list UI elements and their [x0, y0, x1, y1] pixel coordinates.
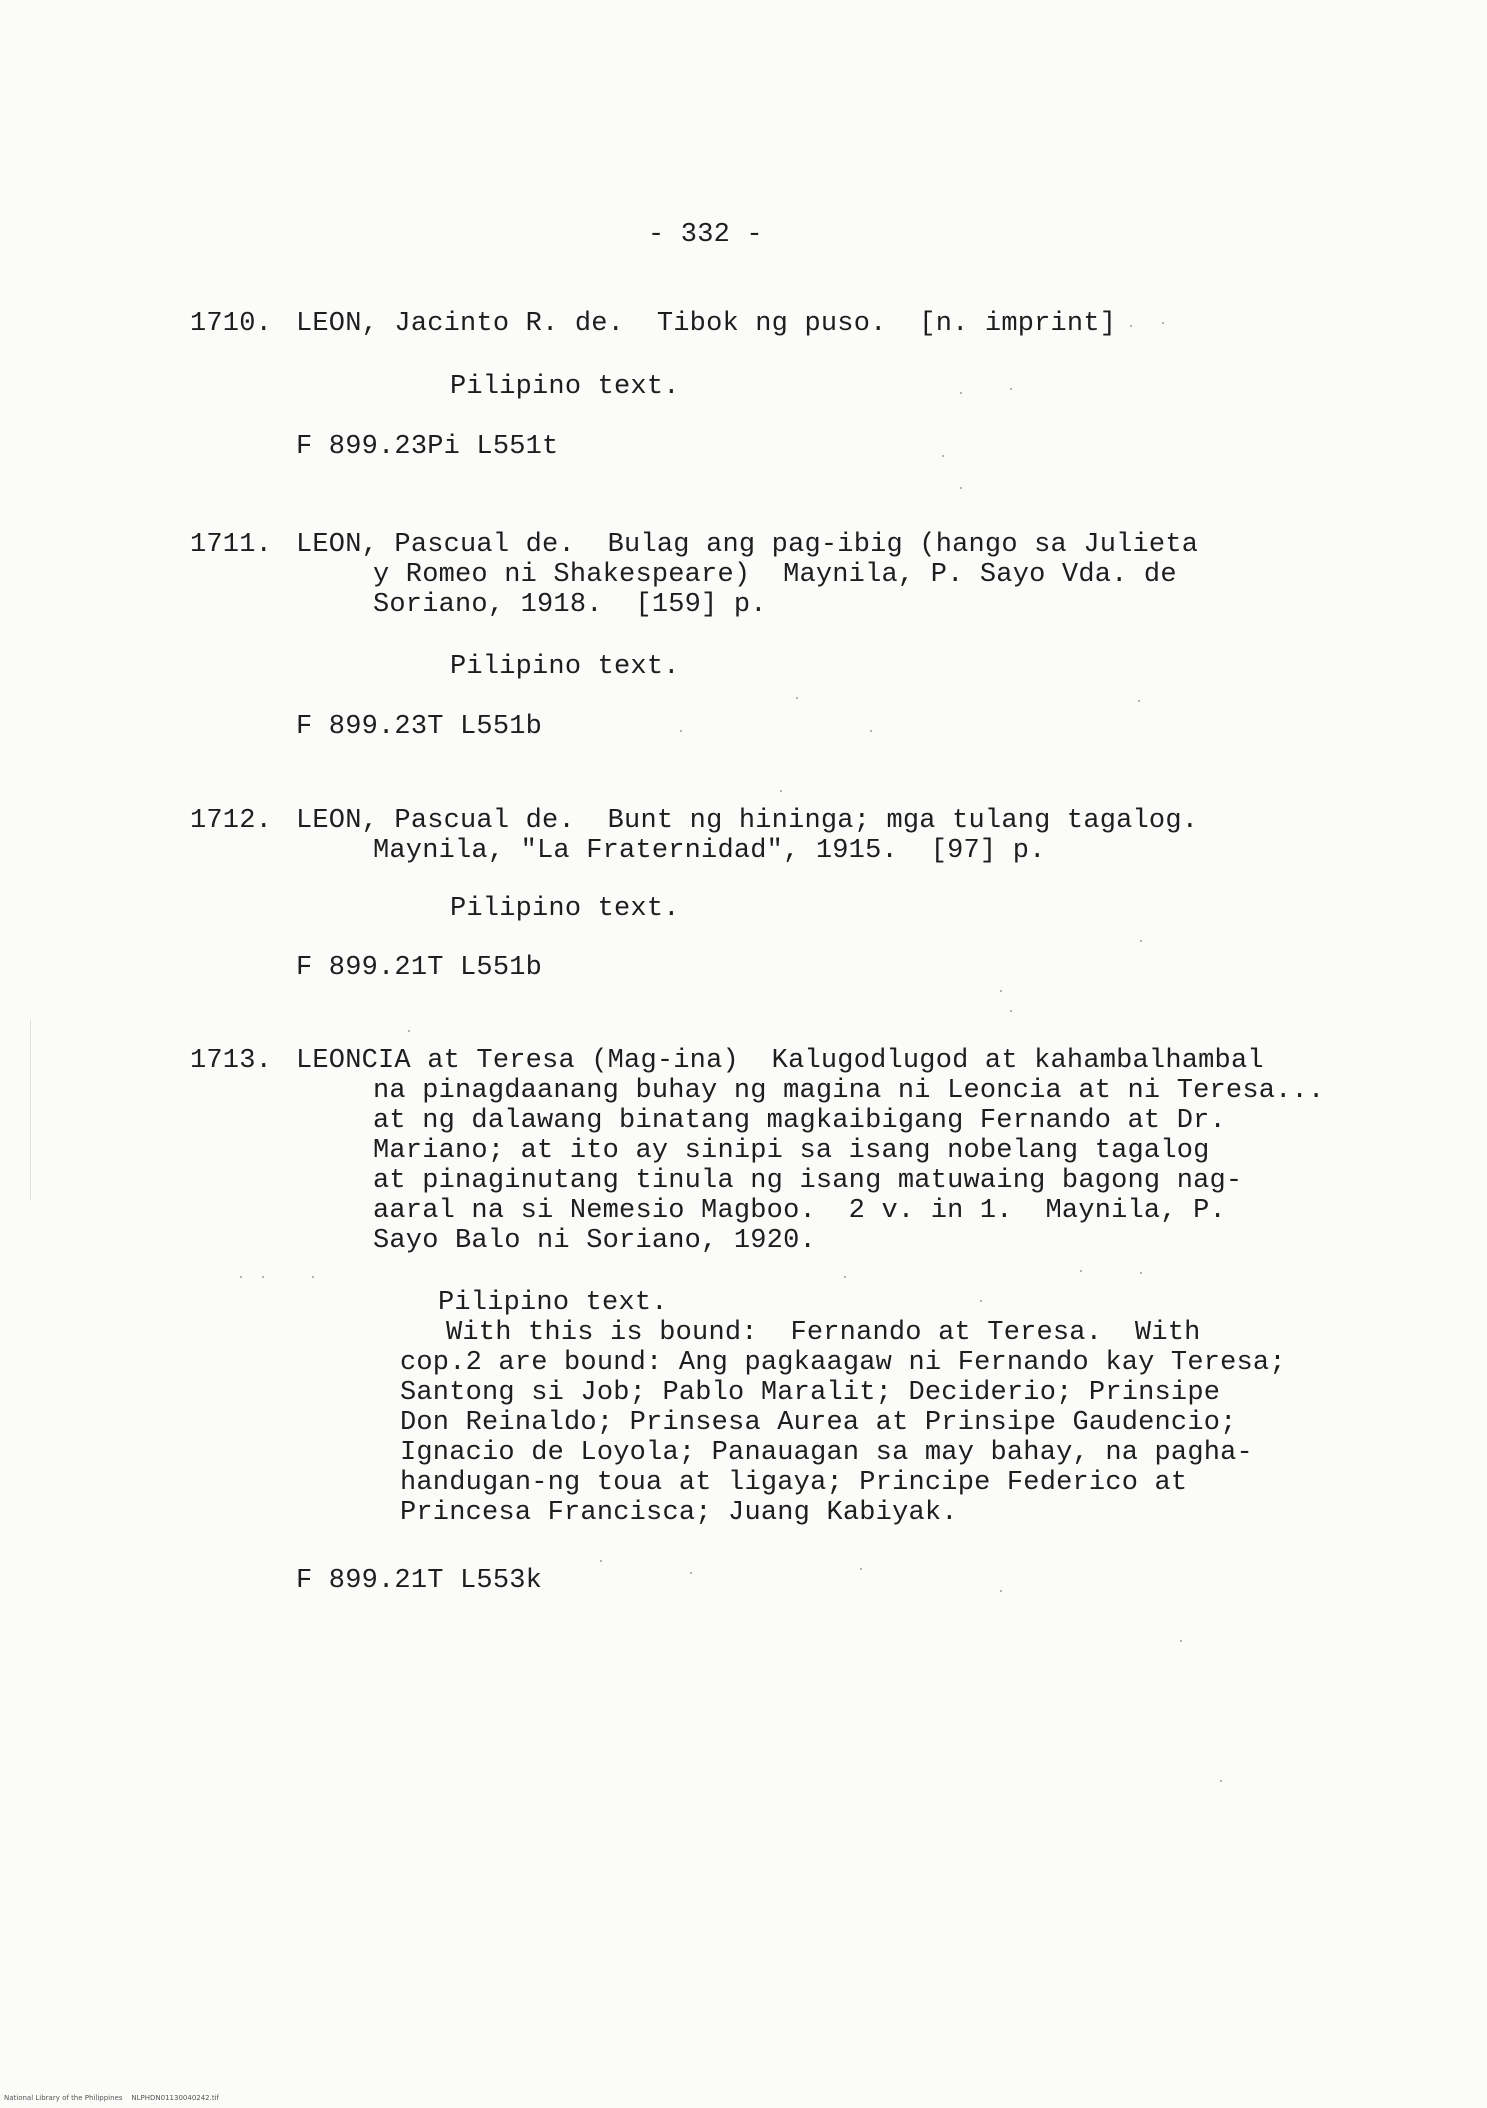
entry-number: 1711.	[190, 530, 273, 560]
scan-speck	[1000, 1590, 1002, 1592]
entry-line: y Romeo ni Shakespeare) Maynila, P. Sayo Vda. de	[373, 560, 1177, 590]
entry-note: cop.2 are bound: Ang pagkaagaw ni Fernando kay Teresa;	[400, 1348, 1286, 1378]
scan-speck	[690, 1572, 692, 1574]
entry-line: at ng dalawang binatang magkaibigang Fernando at Dr.	[373, 1106, 1226, 1136]
scan-speck	[600, 1560, 602, 1562]
entry-heading: LEONCIA at Teresa (Mag-ina) Kalugodlugod at kahambalhambal	[296, 1046, 1264, 1076]
scan-edge-mark	[30, 1020, 31, 1200]
scan-speck	[980, 1300, 982, 1302]
entry-note: With this is bound: Fernando at Teresa. With	[446, 1318, 1201, 1348]
scan-speck	[942, 455, 944, 457]
entry-line: Maynila, "La Fraternidad", 1915. [97] p.	[373, 836, 1046, 866]
entry-note: Santong si Job; Pablo Maralit; Deciderio; Prinsipe	[400, 1378, 1221, 1408]
scan-speck	[1140, 940, 1142, 942]
entry-note: Don Reinaldo; Prinsesa Aurea at Prinsipe Gaudencio;	[400, 1408, 1237, 1438]
entry-heading: LEON, Jacinto R. de. Tibok ng puso. [n. imprint]	[296, 309, 1117, 339]
scan-speck	[870, 730, 872, 732]
entry-line: at pinaginutang tinula ng isang matuwaing bagong nag-	[373, 1166, 1243, 1196]
page-number: - 332 -	[648, 220, 763, 250]
call-number: F 899.23Pi L551t	[296, 432, 559, 462]
scan-speck	[408, 1030, 410, 1032]
call-number: F 899.21T L551b	[296, 953, 543, 983]
entry-note: Pilipino text.	[450, 894, 680, 924]
scan-speck	[1130, 325, 1132, 327]
scan-speck	[796, 697, 798, 699]
entry-line: na pinagdaanang buhay ng magina ni Leoncia at ni Teresa...	[373, 1076, 1325, 1106]
entry-line: Soriano, 1918. [159] p.	[373, 590, 767, 620]
entry-number: 1713.	[190, 1046, 273, 1076]
scan-speck	[1138, 700, 1140, 702]
scan-speck	[780, 790, 782, 792]
entry-line: Sayo Balo ni Soriano, 1920.	[373, 1226, 816, 1256]
entry-note: Pilipino text.	[438, 1288, 668, 1318]
scan-speck	[1220, 1780, 1222, 1782]
entry-number: 1712.	[190, 806, 273, 836]
scan-speck	[1140, 1272, 1142, 1274]
entry-heading: LEON, Pascual de. Bunt ng hininga; mga tulang tagalog.	[296, 806, 1199, 836]
scan-speck	[960, 487, 962, 489]
scan-speck	[860, 1568, 862, 1570]
scan-speck	[680, 730, 682, 732]
scan-speck	[960, 392, 962, 394]
scan-speck	[240, 1276, 242, 1278]
entry-note: Princesa Francisca; Juang Kabiyak.	[400, 1498, 958, 1528]
entry-note: Ignacio de Loyola; Panauagan sa may bahay, na pagha-	[400, 1438, 1253, 1468]
scan-speck	[1162, 322, 1164, 324]
footer-attribution: National Library of the Philippines NLPHDN01130040242.tif	[4, 2094, 220, 2102]
scan-speck	[1180, 1640, 1182, 1642]
scan-speck	[262, 1276, 264, 1278]
entry-heading: LEON, Pascual de. Bulag ang pag-ibig (hango sa Julieta	[296, 530, 1199, 560]
scan-speck	[1000, 990, 1002, 992]
entry-note: Pilipino text.	[450, 652, 680, 682]
call-number: F 899.21T L553k	[296, 1566, 543, 1596]
entry-line: Mariano; at ito ay sinipi sa isang nobelang tagalog	[373, 1136, 1210, 1166]
scan-speck	[312, 1276, 314, 1278]
scan-speck	[844, 1276, 846, 1278]
call-number: F 899.23T L551b	[296, 712, 543, 742]
scan-speck	[1010, 1010, 1012, 1012]
entry-note: handugan-ng toua at ligaya; Principe Federico at	[400, 1468, 1188, 1498]
entry-note: Pilipino text.	[450, 372, 680, 402]
scan-speck	[1080, 1270, 1082, 1272]
entry-number: 1710.	[190, 309, 273, 339]
scan-speck	[1010, 388, 1012, 390]
entry-line: aaral na si Nemesio Magboo. 2 v. in 1. Maynila, P.	[373, 1196, 1226, 1226]
